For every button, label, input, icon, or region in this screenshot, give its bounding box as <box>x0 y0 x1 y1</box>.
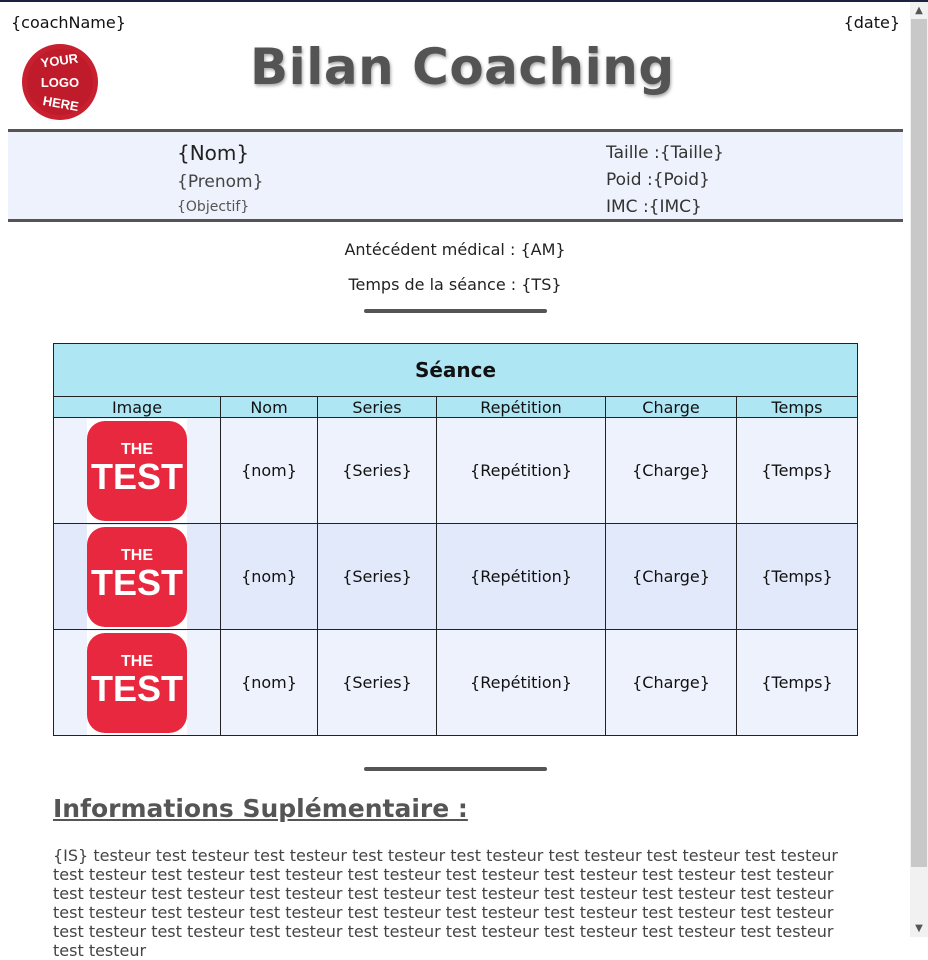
logo-text-here: HERE <box>41 93 80 115</box>
logo-text-your: YOUR <box>39 50 80 71</box>
cell-temps: {Temps} <box>737 418 858 524</box>
the-test-image <box>87 631 187 735</box>
client-imc: IMC :{IMC} <box>606 197 702 217</box>
client-info-band <box>8 129 903 222</box>
table-row <box>54 418 858 524</box>
cell-charge: {Charge} <box>606 524 737 630</box>
exercise-image-cell <box>54 418 221 524</box>
cell-series: {Series} <box>318 524 437 630</box>
cell-charge: {Charge} <box>606 418 737 524</box>
cell-repetition: {Repétition} <box>437 418 606 524</box>
vertical-scrollbar[interactable] <box>910 2 928 937</box>
exercise-image-cell <box>54 524 221 630</box>
cell-nom: {nom} <box>221 418 318 524</box>
image-text-the: THE <box>121 652 153 670</box>
scrollbar-thumb[interactable] <box>911 19 927 867</box>
logo-text-logo: LOGO <box>40 75 80 90</box>
image-text-test: TEST <box>90 455 184 497</box>
table-row <box>54 524 858 630</box>
client-taille: Taille :{Taille} <box>606 143 724 163</box>
client-poid: Poid :{Poid} <box>606 170 710 190</box>
image-text-the: THE <box>121 546 153 564</box>
cell-temps: {Temps} <box>737 524 858 630</box>
table-row <box>54 630 858 736</box>
antecedent-medical: Antécédent médical : {AM} <box>344 240 566 259</box>
image-text-test: TEST <box>90 667 184 709</box>
report-date: {date} <box>843 13 900 32</box>
exercise-image-cell <box>54 630 221 736</box>
scroll-up-arrow-icon[interactable]: ▲ <box>915 5 923 16</box>
col-header-image: Image <box>54 397 221 418</box>
the-test-image <box>87 419 187 523</box>
cell-repetition: {Repétition} <box>437 524 606 630</box>
your-logo-here-logo <box>21 42 99 122</box>
cell-nom: {nom} <box>221 630 318 736</box>
document-page <box>0 2 910 960</box>
cell-charge: {Charge} <box>606 630 737 736</box>
col-header-temps: Temps <box>737 397 858 418</box>
col-header-charge: Charge <box>606 397 737 418</box>
client-prenom: {Prenom} <box>177 172 264 192</box>
seance-table <box>53 343 858 736</box>
col-header-nom: Nom <box>221 397 318 418</box>
scroll-down-arrow-icon[interactable]: ▼ <box>915 923 923 934</box>
col-header-series: Series <box>318 397 437 418</box>
client-objectif: {Objectif} <box>177 199 250 215</box>
client-nom: {Nom} <box>177 141 250 165</box>
page-title: Bilan Coaching <box>250 38 675 96</box>
image-text-the: THE <box>121 440 153 458</box>
cell-nom: {nom} <box>221 524 318 630</box>
informations-body: {IS} testeur test testeur test testeur test testeur test testeur test testeur test testeur test testeur test testeur test testeur test testeur test testeur test testeur test testeur test testeur test testeur test testeur test testeur test testeur test testeur test testeur test testeur test testeur test testeur test testeur test testeur test testeur test testeur test testeur test testeur test testeur test testeur test testeur test testeur test testeur test testeur test testeur test testeur test testeur test testeur test testeur <box>53 846 838 960</box>
informations-title: Informations Suplémentaire : <box>53 794 468 823</box>
the-test-image <box>87 525 187 629</box>
col-header-repetition: Repétition <box>437 397 606 418</box>
section-divider <box>364 309 547 313</box>
seance-caption: Séance <box>54 344 858 397</box>
temps-seance: Temps de la séance : {TS} <box>348 275 562 294</box>
seance-header-row <box>54 397 858 418</box>
coach-name: {coachName} <box>11 13 126 32</box>
cell-series: {Series} <box>318 630 437 736</box>
cell-repetition: {Repétition} <box>437 630 606 736</box>
cell-series: {Series} <box>318 418 437 524</box>
section-divider <box>364 767 547 771</box>
cell-temps: {Temps} <box>737 630 858 736</box>
image-text-test: TEST <box>90 561 184 603</box>
